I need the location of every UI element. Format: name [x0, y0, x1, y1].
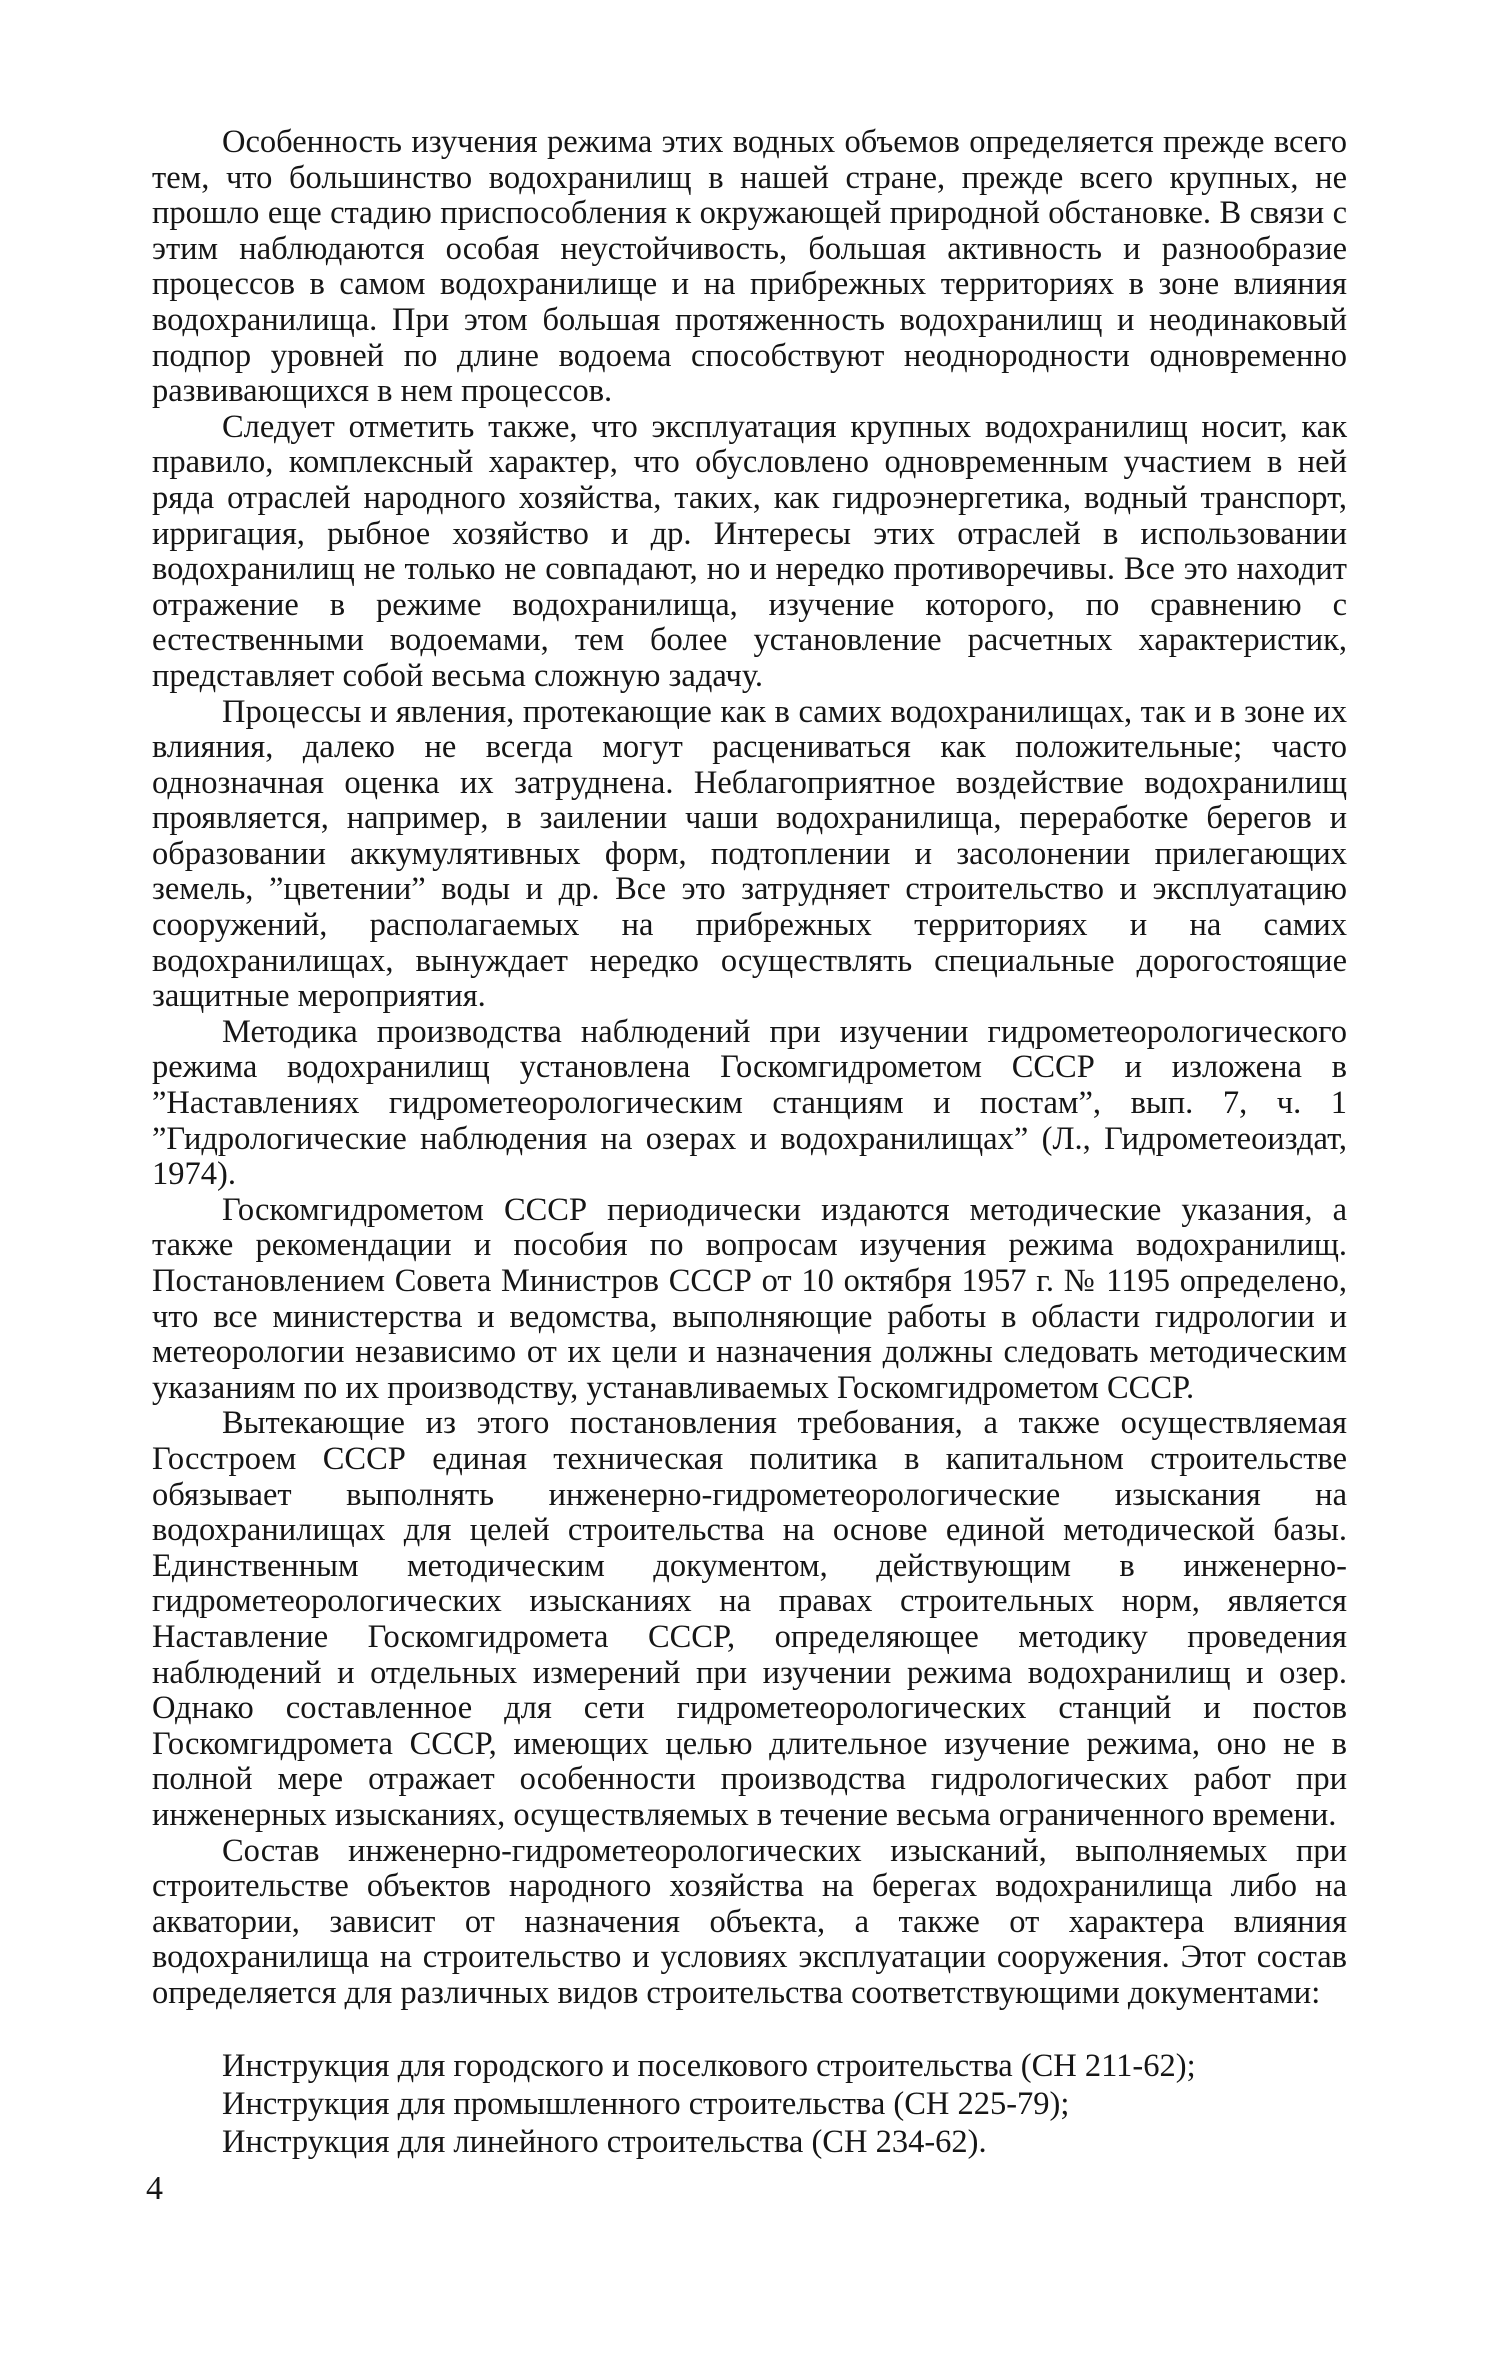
paragraph-4: Методика производства наблюдений при изучении гидрометеорологического режима водохранилищ установлена Госкомгидрометом СССР и изложена в ”Наставлениях гидрометеорологическим станциям и постам”, вып. 7, ч. 1 ”Гидрологические наблюдения на озерах и водохранилищах” (Л., Гидрометеоиздат, 1974). — [152, 1013, 1347, 1193]
paragraph-7: Состав инженерно-гидрометеорологических изысканий, выполняемых при строительстве объектов народного хозяйства на берегах водохранилища либо на акватории, зависит от назначения объекта, а также от характера влияния водохранилища на строительство и условиях эксплуатации сооружения. Этот состав определяется для различных видов строительства соответствующими документами: — [152, 1832, 1347, 2011]
paragraph-5: Госкомгидрометом СССР периодически издаются методические указания, а также рекомендации и пособия по вопросам изучения режима водохранилищ. Постановлением Совета Министров СССР от 10 октября 1957 г. № 1195 определено, что все министерства и ведомства, выполняющие работы в области гидрологии и метеорологии независимо от их цели и назначения должны следовать методическим указаниям по их производству, устанавливаемых Госкомгидрометом СССР. — [152, 1191, 1347, 1406]
paragraph-1: Особенность изучения режима этих водных объемов определяется прежде всего тем, что большинство водохранилищ в нашей стране, прежде всего крупных, не прошло еще стадию приспособления к окружающей природной обстановке. В связи с этим наблюдаются особая неустойчивость, большая активность и разнообразие процессов в самом водохранилище и на прибрежных территориях в зоне влияния водохранилища. При этом большая протяженность водохранилищ и неодинаковый подпор уровней по длине водоема способствуют неоднородности одновременно развивающихся в нем процессов. — [152, 124, 1347, 410]
list-item: Инструкция для городского и поселкового строительства (СН 211-62); — [222, 2048, 1196, 2085]
paragraph-3: Процессы и явления, протекающие как в самих водохранилищах, так и в зоне их влияния, далеко не всегда могут расцениваться как положительные; часто однозначная оценка их затруднена. Неблагоприятное воздействие водохранилищ проявляется, например, в заилении чаши водохранилища, переработке берегов и образовании аккумулятивных форм, подтоплении и засолонении прилегающих земель, ”цветении” воды и др. Все это затрудняет строительство и эксплуатацию сооружений, располагаемых на прибрежных территориях и на самих водохранилищах, вынуждает нередко осуществлять специальные дорогостоящие защитные мероприятия. — [152, 693, 1347, 1015]
list-item: Инструкция для линейного строительства (СН 234-62). — [222, 2123, 987, 2160]
paragraph-2: Следует отметить также, что эксплуатация крупных водохранилищ носит, как правило, комплексный характер, что обусловлено одновременным участием в ней ряда отраслей народного хозяйства, таких, как гидроэнергетика, водный транспорт, ирригация, рыбное хозяйство и др. Интересы этих отраслей в использовании водохранилищ не только не совпадают, но и нередко противоречивы. Все это находит отражение в режиме водохранилища, изучение которого, по сравнению с естественными водоемами, тем более установление расчетных характеристик, представляет собой весьма сложную задачу. — [152, 408, 1347, 694]
list-item: Инструкция для промышленного строительства (СН 225-79); — [222, 2086, 1070, 2123]
body-text — [152, 125, 1347, 2162]
paragraph-6: Вытекающие из этого постановления требования, а также осуществляемая Госстроем СССР единая техническая политика в капитальном строительстве обязывает выполнять инженерно-гидрометеорологические изыскания на водохранилищах для целей строительства на основе единой методической базы. Единственным методическим документом, действующим в инженерно-гидрометеорологических изысканиях на правах строительных норм, является Наставление Госкомгидромета СССР, определяющее методику проведения наблюдений и отдельных измерений при изучении режима водохранилищ и озер. Однако составленное для сети гидрометеорологических станций и постов Госкомгидромета СССР, имеющих целью длительное изучение режима, оно не в полной мере отражает особенности производства гидрологических работ при инженерных изысканиях, осуществляемых в течение весьма ограниченного времени. — [152, 1405, 1347, 1833]
instructions-list — [152, 2049, 1347, 2160]
page-number: 4 — [146, 2170, 163, 2207]
